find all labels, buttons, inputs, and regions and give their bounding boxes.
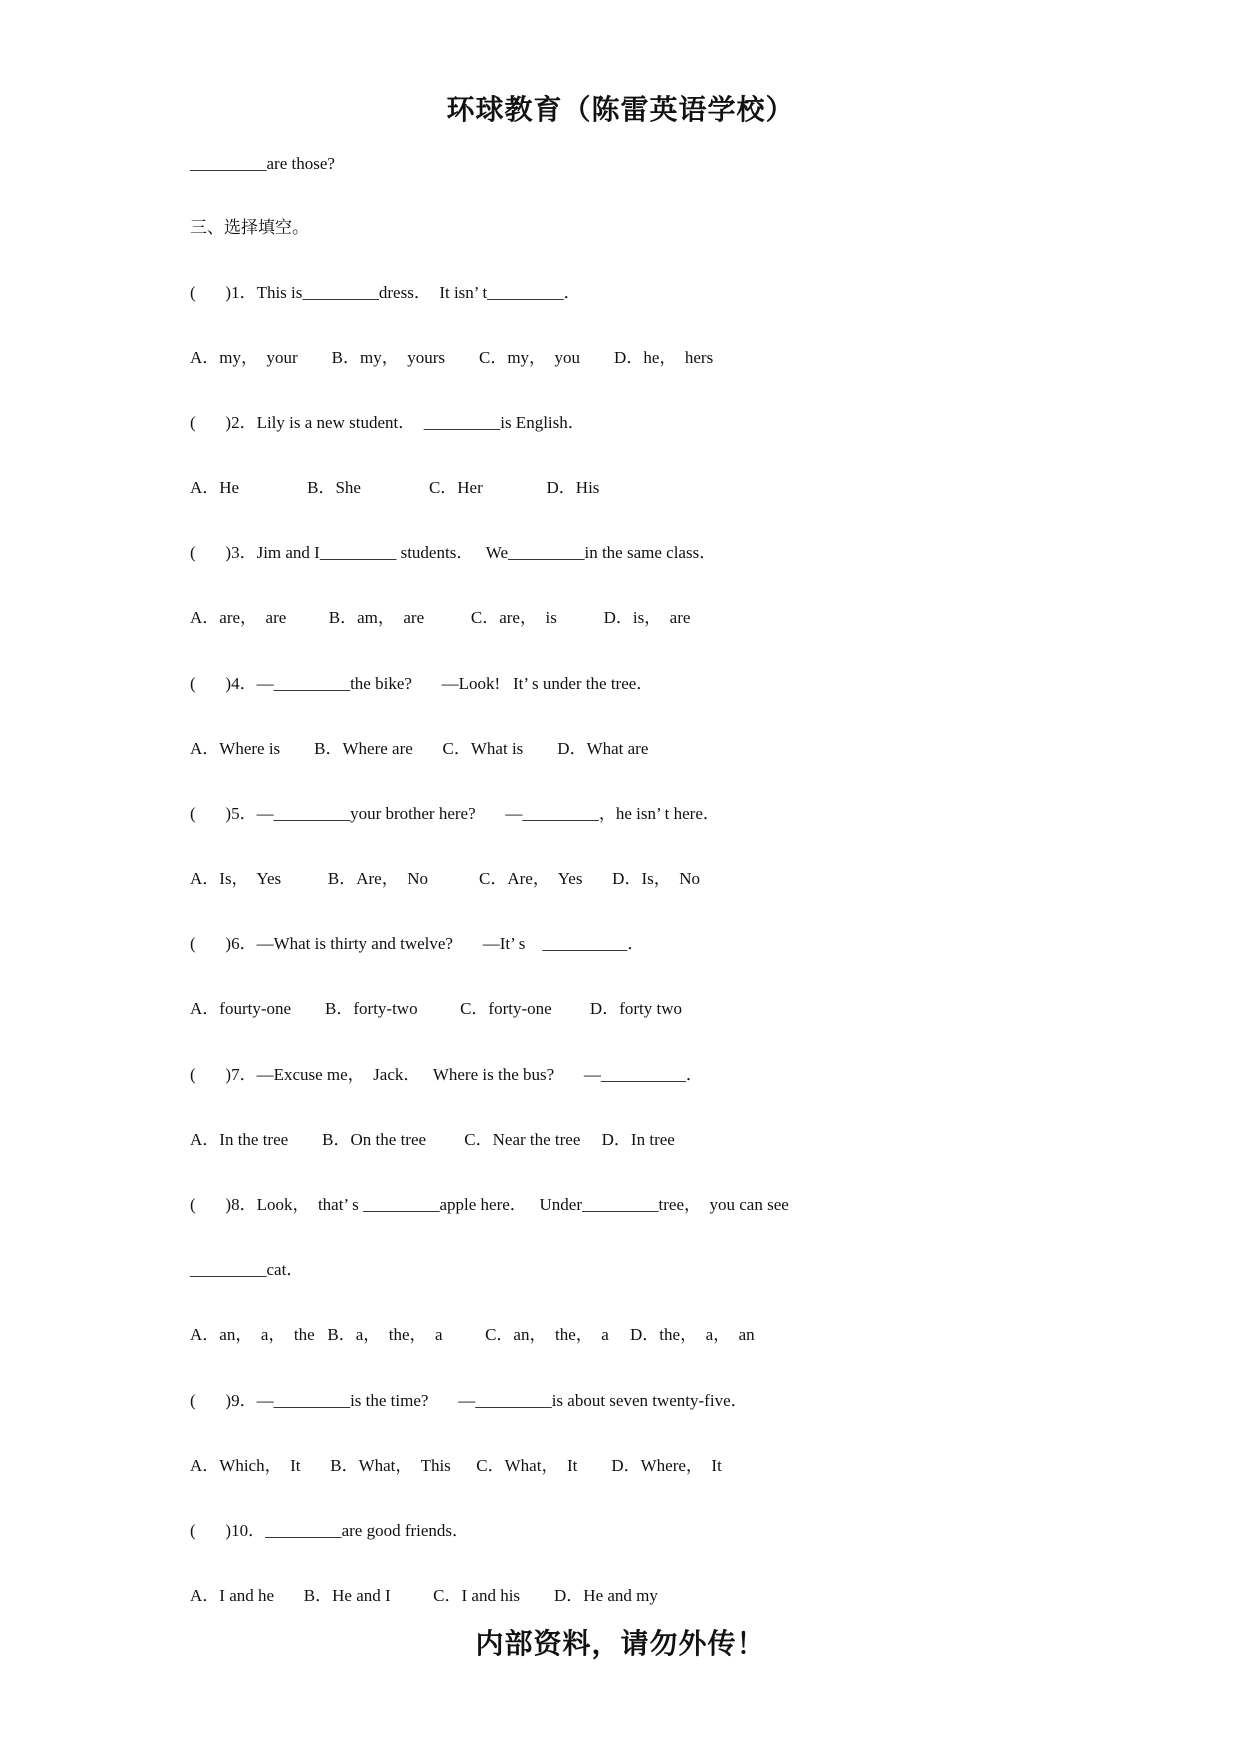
- section-heading: 三、选择填空。: [190, 218, 309, 237]
- question-3: ( )3．Jim and I_________ students． We_________in the same class．: [190, 543, 717, 562]
- question-1: ( )1．This is_________dress． It isn’ t_________．: [190, 283, 581, 302]
- options-1: A．my， your B．my， yours C．my， you D．he， hers: [190, 348, 714, 367]
- question-8-continued: _________cat．: [190, 1260, 304, 1279]
- question-6: ( )6．—What is thirty and twelve? —It’ s __________．: [190, 934, 645, 953]
- options-8: A．an， a， the B．a， the， a C．an， the， a D．the， a， an: [190, 1325, 755, 1344]
- question-8: ( )8．Look， that’ s _________apple here． Under_________tree， you can see: [190, 1195, 789, 1214]
- options-7: A．In the tree B．On the tree C．Near the tree D．In tree: [190, 1130, 675, 1149]
- question-9: ( )9．—_________is the time? —_________is about seven twenty-five．: [190, 1391, 748, 1410]
- options-4: A．Where is B．Where are C．What is D．What are: [190, 739, 649, 758]
- document-title: 环球教育（陈雷英语学校）: [446, 93, 795, 126]
- footer-notice: 内部资料，请勿外传！: [475, 1627, 766, 1660]
- question-7: ( )7．—Excuse me， Jack． Where is the bus? —__________．: [190, 1065, 703, 1084]
- options-10: A．I and he B．He and I C．I and his D．He and my: [190, 1586, 658, 1605]
- text-line-1: _________are those?: [190, 154, 335, 173]
- options-2: A．He B．She C．Her D．His: [190, 478, 600, 497]
- options-3: A．are， are B．am， are C．are， is D．is， are: [190, 608, 691, 627]
- question-4: ( )4．—_________the bike? —Look! It’ s under the tree．: [190, 674, 654, 693]
- question-2: ( )2．Lily is a new student． _________is English．: [190, 413, 585, 432]
- options-9: A．Which， It B．What， This C．What， It D．Where， It: [190, 1456, 722, 1475]
- options-6: A．fourty-one B．forty-two C．forty-one D．forty two: [190, 999, 682, 1018]
- options-5: A．Is， Yes B．Are， No C．Are， Yes D．Is， No: [190, 869, 701, 888]
- question-5: ( )5．—_________your brother here? —_________，he isn’ t here．: [190, 804, 720, 823]
- question-10: ( )10．_________are good friends．: [190, 1521, 470, 1540]
